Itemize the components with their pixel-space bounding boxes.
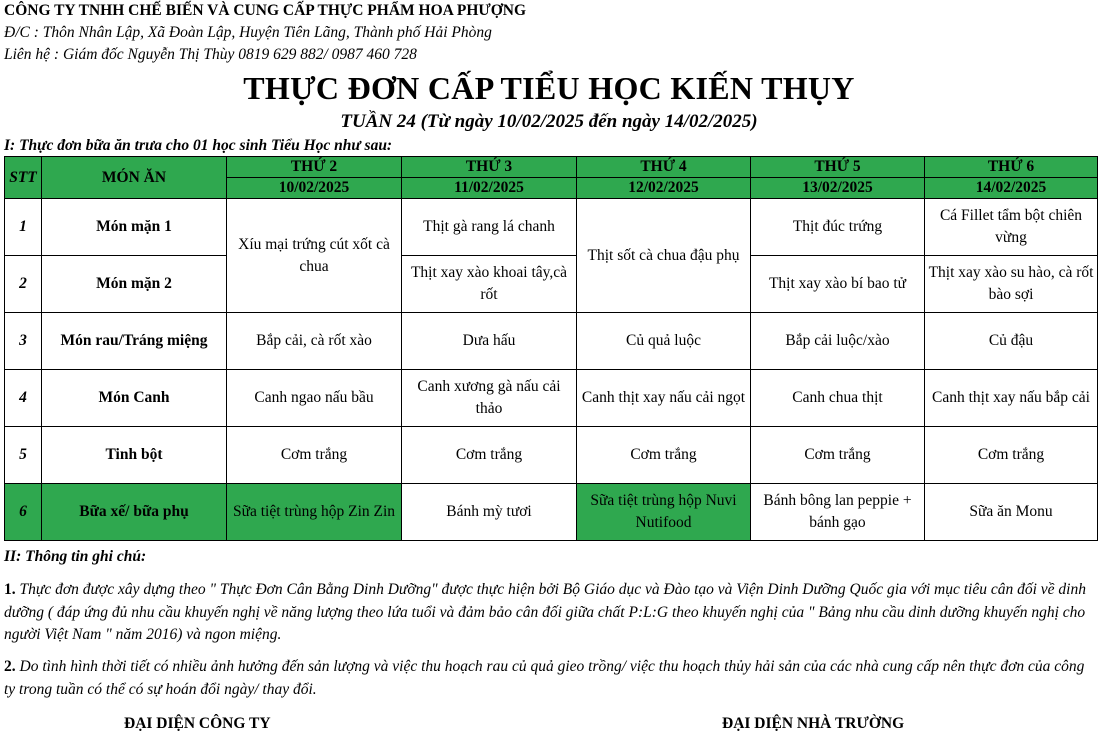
dish-header: MÓN ĂN	[42, 157, 227, 199]
day-date: 13/02/2025	[751, 178, 925, 199]
menu-cell: Sữa tiệt trùng hộp Zin Zin	[227, 484, 402, 541]
company-signature-label: ĐẠI DIỆN CÔNG TY	[124, 715, 271, 732]
day-date: 10/02/2025	[227, 178, 402, 199]
table-header-row	[5, 157, 1098, 178]
table-row	[5, 256, 1098, 313]
menu-cell: Thịt sốt cà chua đậu phụ	[577, 199, 751, 313]
menu-cell: Bánh mỳ tươi	[402, 484, 577, 541]
menu-cell: Thịt đúc trứng	[751, 199, 925, 256]
menu-cell: Cá Fillet tẩm bột chiên vừng	[925, 199, 1098, 256]
menu-cell: Canh thịt xay nấu cải ngọt	[577, 370, 751, 427]
section-1-heading: I: Thực đơn bữa ăn trưa cho 01 học sinh Tiểu Học như sau:	[4, 137, 393, 154]
menu-cell: Canh chua thịt	[751, 370, 925, 427]
day-name: THỨ 3	[402, 157, 577, 178]
day-name: THỨ 6	[925, 157, 1098, 178]
school-signature-label: ĐẠI DIỆN NHÀ TRƯỜNG	[722, 715, 905, 732]
note-text: Do tình hình thời tiết có nhiều ảnh hưởng đến sản lượng và việc thu hoạch rau củ quả gieo trồng/ việc thu hoạch thủy hải sản của các nhà cung cấp nên thực đơn của công ty trong tuần có thể có sự hoán đổi ngày/ thay đổi.	[4, 658, 1085, 698]
menu-cell: Canh ngao nấu bầu	[227, 370, 402, 427]
dish-type: Món rau/Tráng miệng	[42, 313, 227, 370]
menu-cell: Thịt xay xào bí bao tử	[751, 256, 925, 313]
day-date: 12/02/2025	[577, 178, 751, 199]
menu-cell: Canh xương gà nấu cải thảo	[402, 370, 577, 427]
menu-table	[4, 156, 1098, 541]
row-number: 6	[5, 484, 42, 541]
menu-cell: Bánh bông lan peppie + bánh gạo	[751, 484, 925, 541]
row-number: 3	[5, 313, 42, 370]
company-contact: Liên hệ : Giám đốc Nguyễn Thị Thùy 0819 629 882/ 0987 460 728	[4, 46, 417, 63]
day-date: 14/02/2025	[925, 178, 1098, 199]
menu-cell: Dưa hấu	[402, 313, 577, 370]
note-item	[4, 579, 1092, 647]
row-number: 1	[5, 199, 42, 256]
menu-cell: Cơm trắng	[751, 427, 925, 484]
week-subtitle: TUẦN 24 (Từ ngày 10/02/2025 đến ngày 14/02/2025)	[340, 111, 758, 132]
company-name: CÔNG TY TNHH CHẾ BIẾN VÀ CUNG CẤP THỰC PHẨM HOA PHƯỢNG	[4, 2, 527, 19]
menu-cell: Sữa tiệt trùng hộp Nuvi Nutifood	[577, 484, 751, 541]
note-number: 1.	[4, 581, 16, 598]
menu-cell: Bắp cải luộc/xào	[751, 313, 925, 370]
day-name: THỨ 2	[227, 157, 402, 178]
day-name: THỨ 5	[751, 157, 925, 178]
row-number: 4	[5, 370, 42, 427]
dish-type: Bữa xế/ bữa phụ	[42, 484, 227, 541]
day-date: 11/02/2025	[402, 178, 577, 199]
note-item	[4, 656, 1092, 701]
dish-type: Món mặn 2	[42, 256, 227, 313]
note-number: 2.	[4, 658, 16, 675]
table-row	[5, 370, 1098, 427]
note-text: Thực đơn được xây dựng theo " Thực Đơn Cân Bằng Dinh Dưỡng" được thực hiện bởi Bộ Giáo dục và Đào tạo và Viện Dinh Dưỡng Quốc gia với mục tiêu cân đối về dinh dưỡng ( đáp ứng đủ nhu cầu khuyến nghị về năng lượng theo lứa tuổi và đảm bảo cân đối giữa chất P:L:G theo khuyến nghị của " Bảng nhu cầu dinh dưỡng khuyến nghị cho người Việt Nam " năm 2016) và ngon miệng.	[4, 581, 1086, 643]
menu-cell: Sữa ăn Monu	[925, 484, 1098, 541]
menu-cell: Canh thịt xay nấu bắp cải	[925, 370, 1098, 427]
menu-cell: Cơm trắng	[925, 427, 1098, 484]
menu-cell: Thịt xay xào khoai tây,cà rốt	[402, 256, 577, 313]
menu-cell: Củ quả luộc	[577, 313, 751, 370]
menu-cell: Cơm trắng	[402, 427, 577, 484]
dish-type: Món Canh	[42, 370, 227, 427]
menu-cell: Xíu mại trứng cút xốt cà chua	[227, 199, 402, 313]
menu-cell: Thịt gà rang lá chanh	[402, 199, 577, 256]
menu-cell: Củ đậu	[925, 313, 1098, 370]
menu-cell: Cơm trắng	[577, 427, 751, 484]
stt-header: STT	[5, 157, 42, 199]
dish-type: Món mặn 1	[42, 199, 227, 256]
menu-cell: Thịt xay xào su hào, cà rốt bào sợi	[925, 256, 1098, 313]
row-number: 2	[5, 256, 42, 313]
section-2-heading: II: Thông tin ghi chú:	[4, 548, 147, 565]
row-number: 5	[5, 427, 42, 484]
dish-type: Tinh bột	[42, 427, 227, 484]
company-address: Đ/C : Thôn Nhân Lập, Xã Đoàn Lập, Huyện Tiên Lãng, Thành phố Hải Phòng	[4, 24, 492, 41]
table-row	[5, 427, 1098, 484]
menu-cell: Cơm trắng	[227, 427, 402, 484]
table-row	[5, 199, 1098, 256]
menu-cell: Bắp cải, cà rốt xào	[227, 313, 402, 370]
day-name: THỨ 4	[577, 157, 751, 178]
page-title: THỰC ĐƠN CẤP TIỂU HỌC KIẾN THỤY	[243, 70, 855, 106]
table-row	[5, 484, 1098, 541]
table-row	[5, 313, 1098, 370]
